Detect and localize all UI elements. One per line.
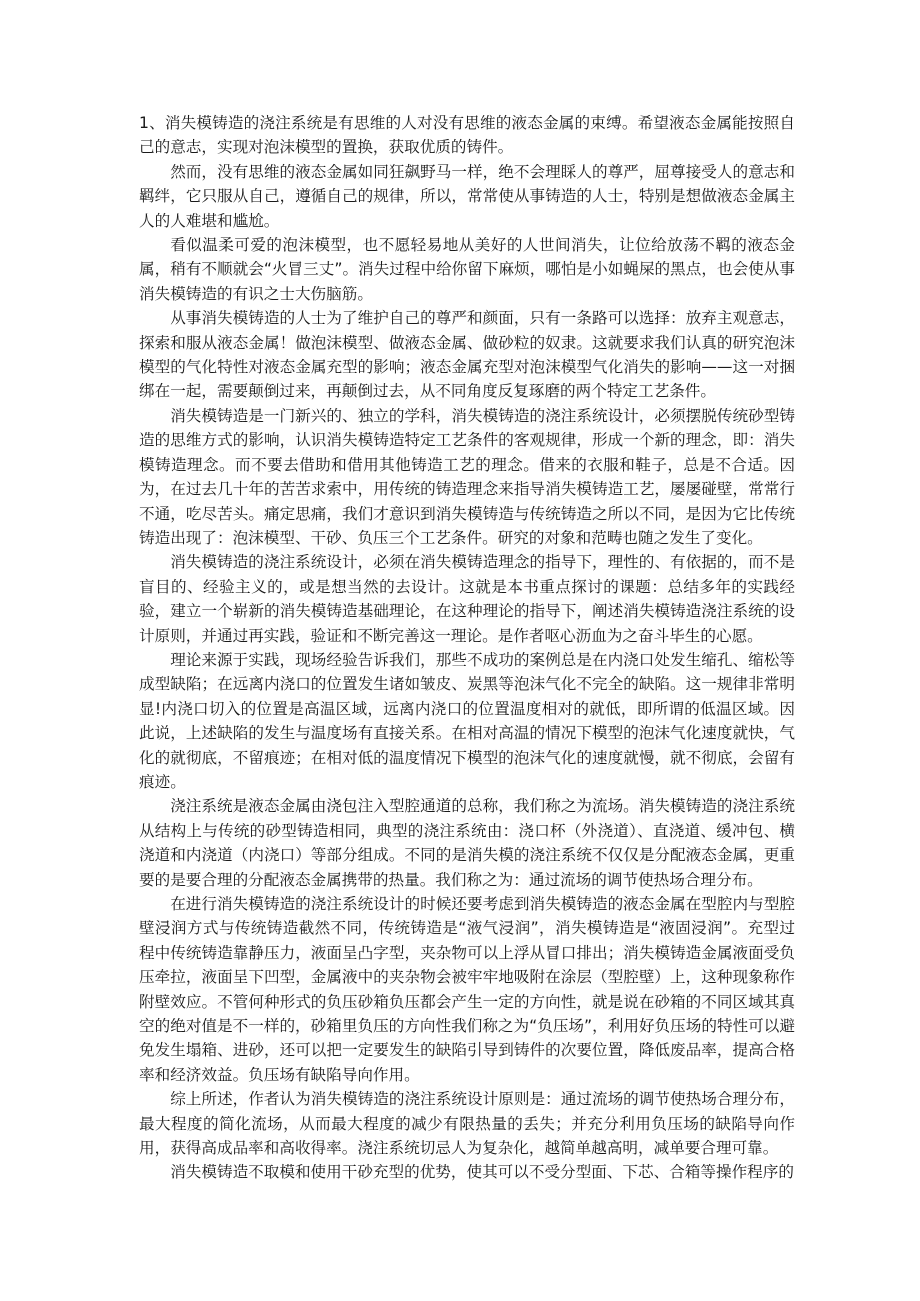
paragraph-10: 综上所述，作者认为消失模铸造的浇注系统设计原则是：通过流场的调节使热场合理分布，最大程度的简化流场，从而最大程度的减少有限热量的丢失；并充分利用负压场的缺陷导向作用，获得高成品率和高收得率。浇注系统切忌人为复杂化，越简单越高明，减单要合理可靠。 (139, 1090, 795, 1158)
paragraph-1: 1、消失模铸造的浇注系统是有思维的人对没有思维的液态金属的束缚。希望液态金属能按照自己的意志，实现对泡沫模型的置换，获取优质的铸件。 (139, 114, 795, 157)
paragraph-8: 浇注系统是液态金属由浇包注入型腔通道的总称，我们称之为流场。消失模铸造的浇注系统从结构上与传统的砂型铸造相同，典型的浇注系统由：浇口杯（外浇道）、直浇道、缓冲包、横浇道和内浇道（内浇口）等部分组成。不同的是消失模的浇注系统不仅仅是分配液态金属，更重要的是要合理的分配液态金属携带的热量。我们称之为：通过流场的调节使热场合理分布。 (139, 797, 795, 889)
paragraph-5: 消失模铸造是一门新兴的、独立的学科，消失模铸造的浇注系统设计，必须摆脱传统砂型铸造的思维方式的影响，认识消失模铸造特定工艺条件的客观规律，形成一个新的理念，即：消失模铸造理念。而不要去借助和借用其他铸造工艺的理念。借来的衣服和鞋子，总是不合适。因为，在过去几十年的苦苦求索中，用传统的铸造理念来指导消失模铸造工艺，屡屡碰壁，常常行不通，吃尽苦头。痛定思痛，我们才意识到消失模铸造与传统铸造之所以不同，是因为它比传统铸造出现了：泡沫模型、干砂、负压三个工艺条件。研究的对象和范畴也随之发生了变化。 (139, 406, 795, 547)
paragraph-4: 从事消失模铸造的人士为了维护自己的尊严和颜面，只有一条路可以选择：放弃主观意志，探索和服从液态金属！做泡沫模型、做液态金属、做砂粒的奴隶。这就要求我们认真的研究泡沫模型的气化特性对液态金属充型的影响；液态金属充型对泡沫模型气化消失的影响——这一对捆绑在一起，需要颠倒过来，再颠倒过去，从不同角度反复琢磨的两个特定工艺条件。 (139, 309, 795, 401)
paragraph-7: 理论来源于实践，现场经验告诉我们，那些不成功的案例总是在内浇口处发生缩孔、缩松等成型缺陷；在远离内浇口的位置发生诸如皱皮、炭黑等泡沫气化不完全的缺陷。这一规律非常明显!内浇口切入的位置是高温区域，远离内浇口的位置温度相对的就低，即所谓的低温区域。因此说，上述缺陷的发生与温度场有直接关系。在相对高温的情况下模型的泡沫气化速度就快，气化的就彻底，不留痕迹；在相对低的温度情况下模型的泡沫气化的速度就慢，就不彻底，会留有痕迹。 (139, 650, 795, 791)
paragraph-6: 消失模铸造的浇注系统设计，必须在消失模铸造理念的指导下，理性的、有依据的，而不是盲目的、经验主义的，或是想当然的去设计。这就是本书重点探讨的课题：总结多年的实践经验，建立一个崭新的消失模铸造基础理论，在这种理论的指导下，阐述消失模铸造浇注系统的设计原则，并通过再实践，验证和不断完善这一理论。是作者呕心沥血为之奋斗毕生的心愿。 (139, 553, 795, 645)
document-body (139, 111, 795, 1185)
paragraph-3: 看似温柔可爱的泡沫模型，也不愿轻易地从美好的人世间消失，让位给放荡不羁的液态金属，稍有不顺就会“火冒三丈”。消失过程中给你留下麻烦，哪怕是小如蝇屎的黑点，也会使从事消失模铸造的有识之士大伤脑筋。 (139, 236, 795, 303)
paragraph-2: 然而，没有思维的液态金属如同狂飙野马一样，绝不会理睬人的尊严，屈尊接受人的意志和羁绊，它只服从自己，遵循自己的规律，所以，常常使从事铸造的人士，特别是想做液态金属主人的人难堪和尴尬。 (139, 162, 795, 230)
paragraph-9: 在进行消失模铸造的浇注系统设计的时候还要考虑到消失模铸造的液态金属在型腔内与型腔壁浸润方式与传统铸造截然不同，传统铸造是“液气浸润”，消失模铸造是“液固浸润”。充型过程中传统铸造靠静压力，液面呈凸字型，夹杂物可以上浮从冒口排出；消失模铸造金属液面受负压牵拉，液面呈下凹型，金属液中的夹杂物会被牢牢地吸附在涂层（型腔壁）上，这种现象称作附壁效应。不管何种形式的负压砂箱负压都会产生一定的方向性，就是说在砂箱的不同区域其真空的绝对值是不一样的，砂箱里负压的方向性我们称之为“负压场”，利用好负压场的特性可以避免发生塌箱、进砂，还可以把一定要发生的缺陷引导到铸件的次要位置，降低废品率，提高合格率和经济效益。负压场有缺陷导向作用。 (139, 895, 795, 1084)
paragraph-11: 消失模铸造不取模和使用干砂充型的优势，使其可以不受分型面、下芯、合箱等操作程序的 (170, 1163, 794, 1182)
